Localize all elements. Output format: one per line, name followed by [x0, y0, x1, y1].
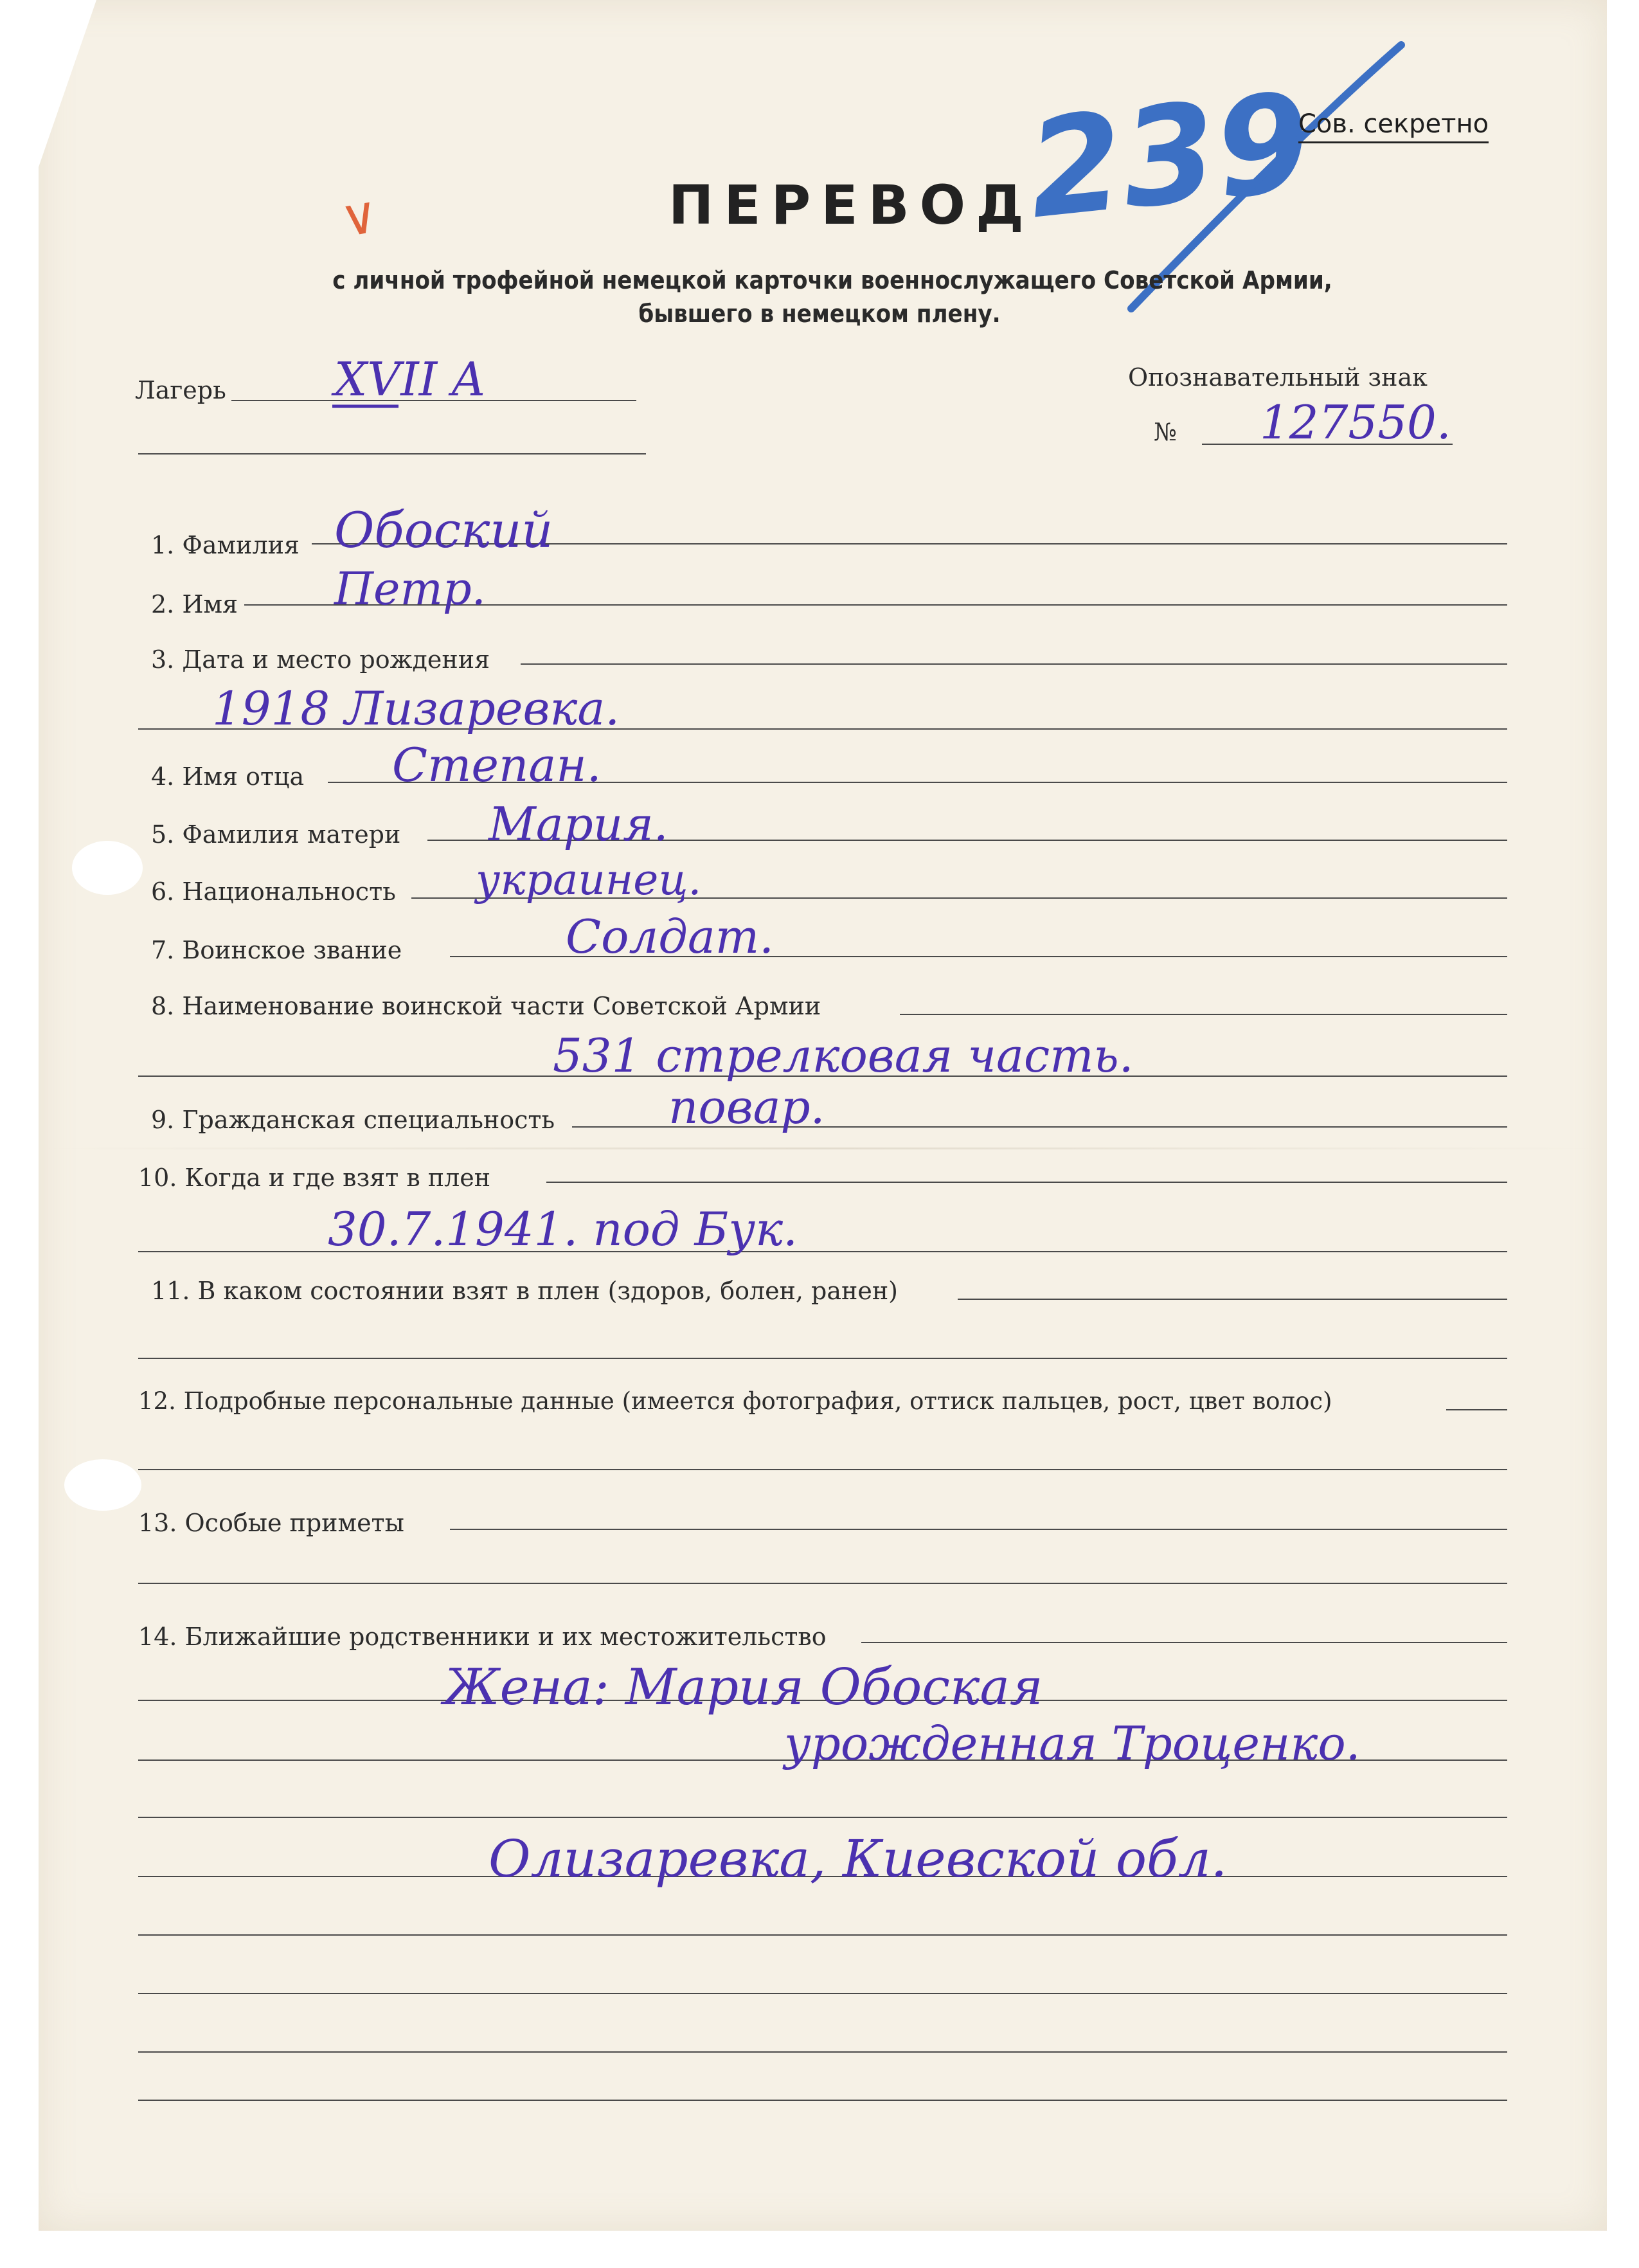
field-11-label: 11. В каком состоянии взят в плен (здоров, болен, ранен)	[151, 1277, 899, 1305]
field-9-value: повар.	[668, 1080, 825, 1134]
field-13-rule-2	[138, 1583, 1507, 1584]
subtitle-line-2: бывшего в немецком плену.	[638, 300, 1001, 328]
archive-number: 239	[1021, 62, 1318, 249]
camp-rule-2	[138, 453, 646, 455]
field-3-rule	[521, 663, 1507, 665]
field-8-label: 8. Наименование воинской части Советской Армии	[151, 992, 821, 1020]
field-1-value: Обоский	[334, 501, 553, 559]
relatives-line-3: Олизаревка, Киевской обл.	[488, 1829, 1228, 1889]
field-13-label: 13. Особые приметы	[138, 1509, 404, 1537]
field-6-label: 6. Национальность	[151, 878, 396, 906]
paper-fold	[39, 1148, 1607, 1149]
classification-stamp: Сов. секретно	[1298, 109, 1489, 143]
field-14-rule-7	[138, 1993, 1507, 1994]
field-8-rule	[900, 1014, 1507, 1015]
field-6-value: украинец.	[476, 855, 702, 905]
camp-value: XVII A	[334, 352, 486, 406]
field-4-label: 4. Имя отца	[151, 762, 305, 791]
field-10-value: 30.7.1941. под Бук.	[328, 1202, 798, 1256]
id-tag-prefix: №	[1154, 418, 1177, 446]
field-14-rule-9	[138, 2100, 1507, 2101]
field-11-rule-2	[138, 1358, 1507, 1359]
field-14-rule	[861, 1642, 1507, 1643]
field-12-rule-2	[138, 1469, 1507, 1470]
document-title: ПЕРЕВОД	[668, 174, 1034, 237]
punch-hole-lower	[64, 1459, 141, 1511]
id-tag-label: Опознавательный знак	[1128, 363, 1428, 392]
field-4-value: Степан.	[392, 738, 602, 792]
field-8-value: 531 стрелковая часть.	[553, 1029, 1134, 1083]
camp-underline	[331, 402, 402, 411]
field-14-rule-4	[138, 1817, 1507, 1818]
id-tag-value: 127550.	[1260, 395, 1451, 449]
field-12-label: 12. Подробные персональные данные (имеется фотография, оттиск пальцев, рост, цвет волос)	[138, 1387, 1332, 1415]
relatives-line-1: Жена: Мария Обоская	[443, 1659, 1043, 1716]
field-9-label: 9. Гражданская специальность	[151, 1106, 555, 1134]
field-14-rule-6	[138, 1934, 1507, 1936]
field-13-rule	[450, 1529, 1507, 1530]
field-10-label: 10. Когда и где взят в плен	[138, 1164, 491, 1192]
field-14-label: 14. Ближайшие родственники и их местожительство	[138, 1623, 827, 1651]
punch-hole-upper	[72, 841, 143, 895]
subtitle-line-1: с личной трофейной немецкой карточки военнослужащего Советской Армии,	[332, 266, 1332, 294]
field-3-label: 3. Дата и место рождения	[151, 645, 490, 674]
relatives-line-2: урожденная Троценко.	[784, 1716, 1361, 1770]
field-5-value: Мария.	[488, 797, 668, 851]
field-7-label: 7. Воинское звание	[151, 936, 402, 964]
field-5-label: 5. Фамилия матери	[151, 820, 401, 849]
field-7-value: Солдат.	[566, 910, 774, 964]
field-10-rule	[546, 1182, 1507, 1183]
field-1-label: 1. Фамилия	[151, 531, 300, 559]
field-12-rule	[1446, 1409, 1507, 1410]
red-check-mark: ∨	[336, 183, 384, 249]
field-3-value: 1918 Лизаревка.	[212, 681, 620, 735]
document-subtitle	[0, 264, 1639, 330]
field-2-value: Петр.	[334, 562, 486, 615]
camp-label: Лагерь	[135, 376, 226, 404]
field-14-rule-8	[138, 2051, 1507, 2053]
field-2-label: 2. Имя	[151, 590, 238, 618]
field-11-rule	[958, 1299, 1507, 1300]
